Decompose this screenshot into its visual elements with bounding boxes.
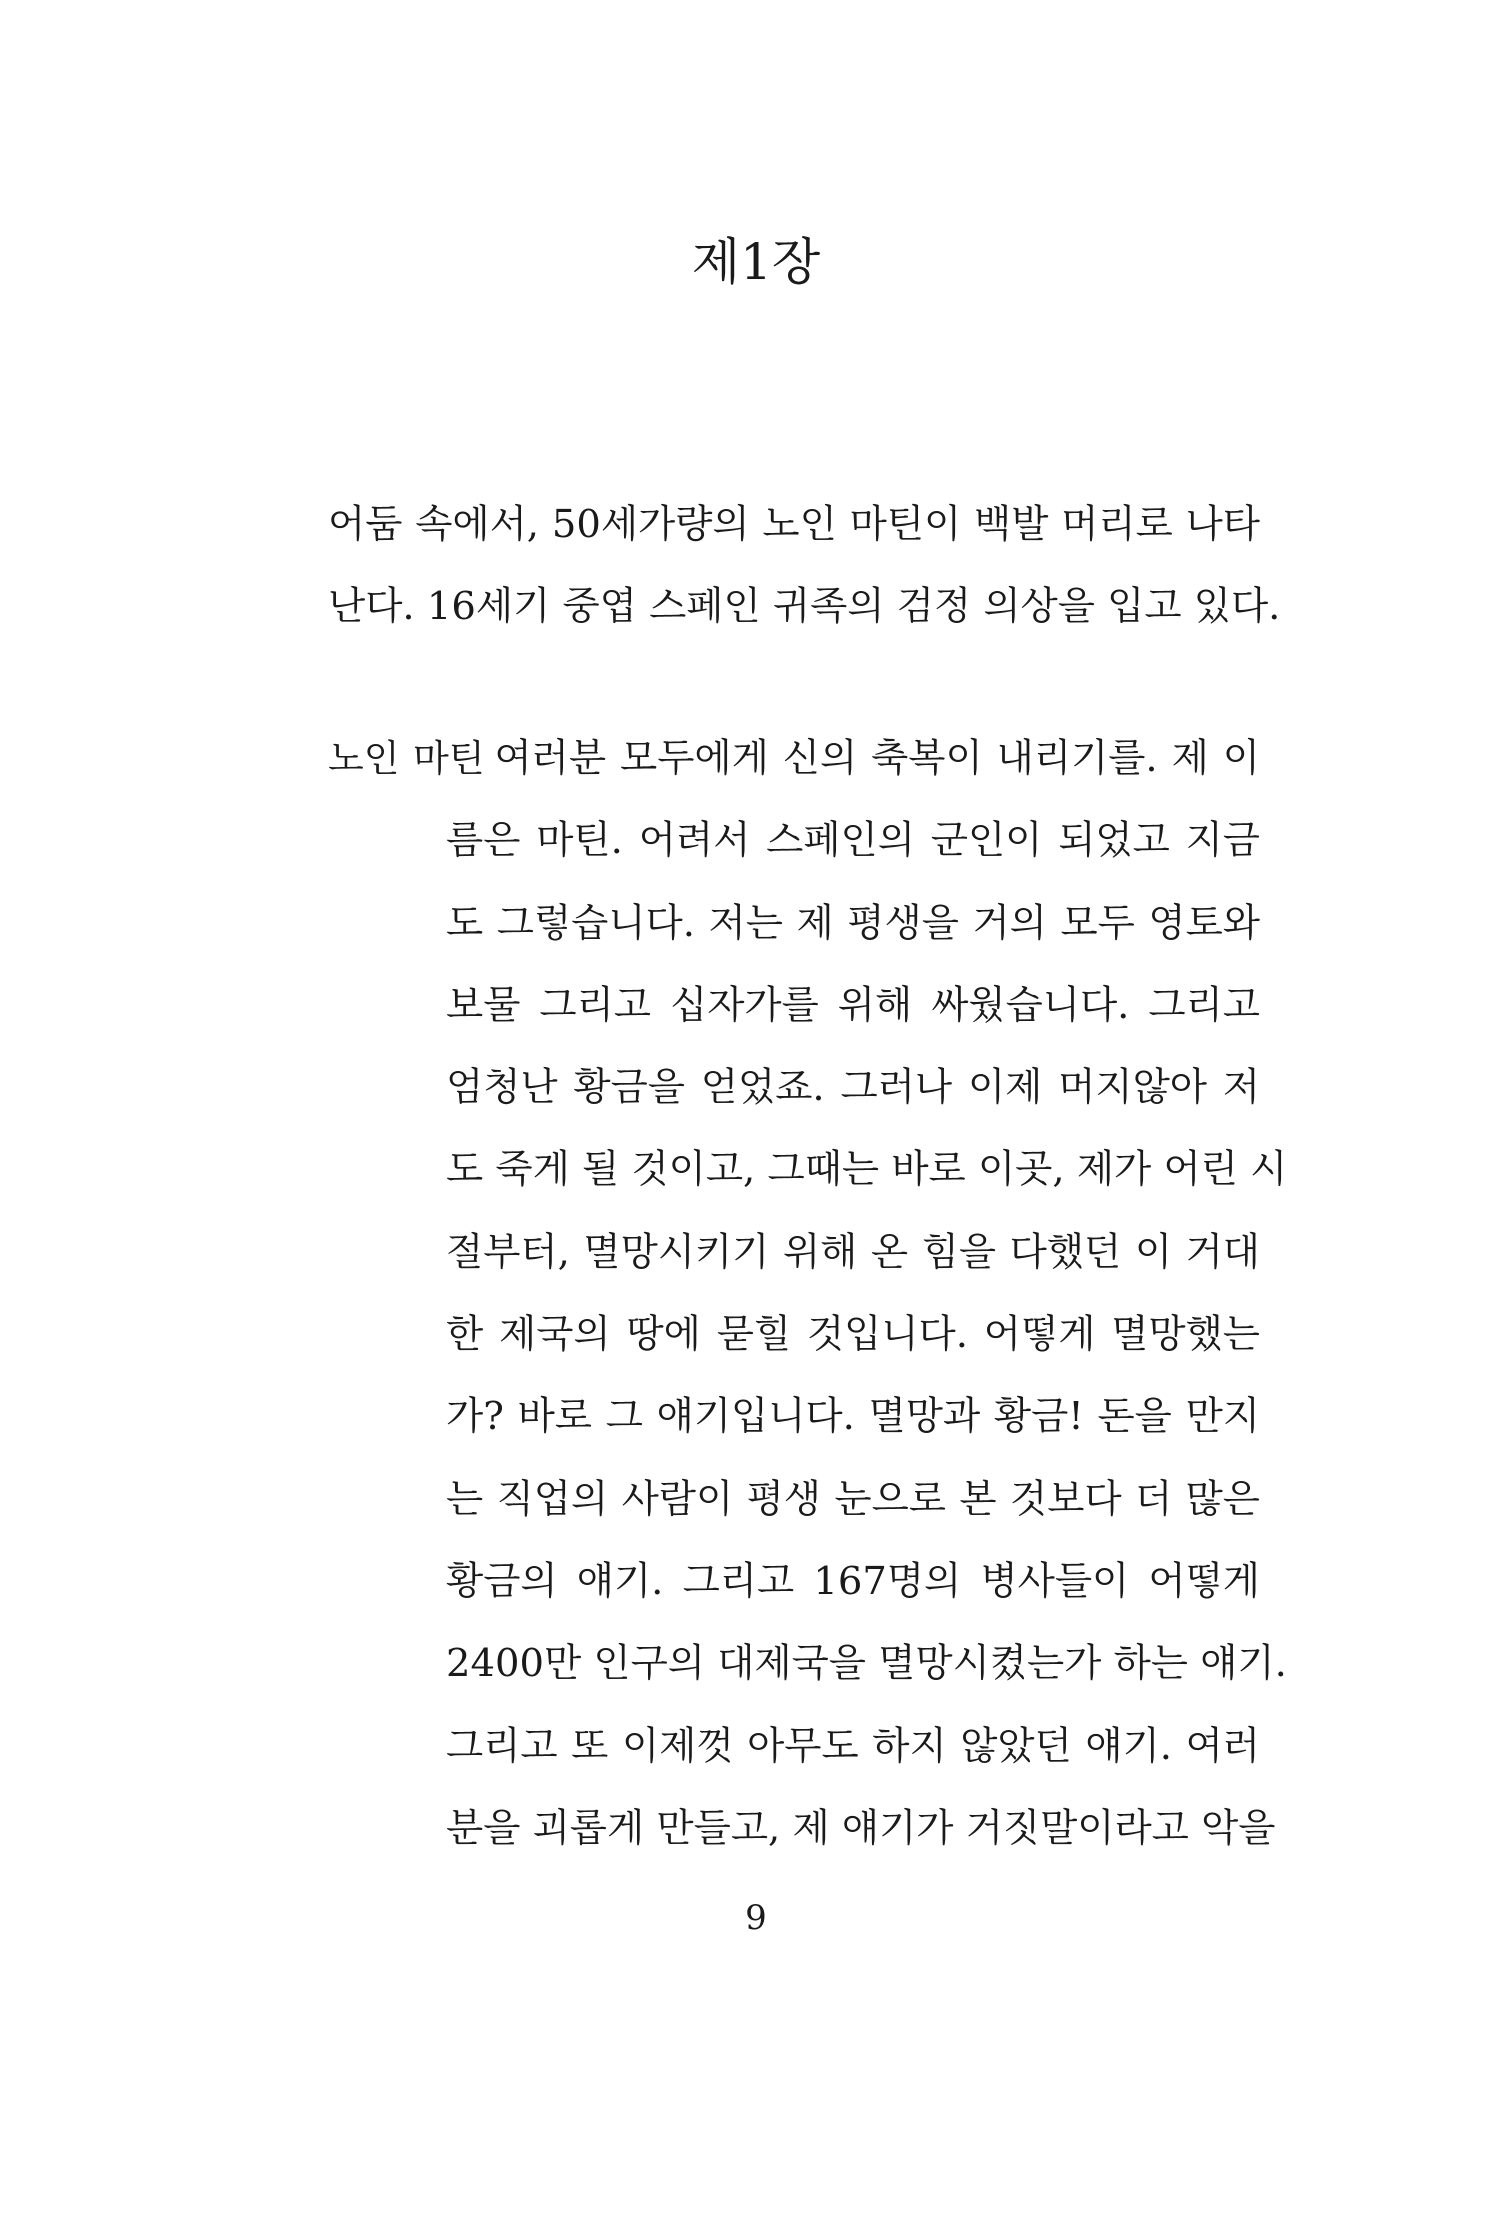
dialogue-line: 절부터, 멸망시키기 위해 온 힘을 다했던 이 거대 bbox=[446, 1229, 1260, 1275]
dialogue-line: 보물 그리고 십자가를 위해 싸웠습니다. 그리고 bbox=[446, 982, 1260, 1028]
dialogue-line: 그리고 또 이제껏 아무도 하지 않았던 얘기. 여러 bbox=[446, 1723, 1260, 1769]
stage-direction bbox=[328, 484, 1281, 648]
stage-direction-line: 어둠 속에서, 50세가량의 노인 마틴이 백발 머리로 나타 bbox=[328, 502, 1260, 547]
stage-direction-line: 난다. 16세기 중엽 스페인 귀족의 검정 의상을 입고 있다. bbox=[328, 584, 1281, 629]
dialogue-line: 름은 마틴. 어려서 스페인의 군인이 되었고 지금 bbox=[446, 818, 1260, 864]
chapter-title: 제1장 bbox=[691, 233, 821, 291]
speaker-name: 노인 마틴 bbox=[328, 737, 485, 780]
dialogue-block bbox=[328, 718, 1288, 1870]
dialogue-line: 가? 바로 그 얘기입니다. 멸망과 황금! 돈을 만지 bbox=[446, 1394, 1260, 1440]
dialogue-line: 한 제국의 땅에 묻힐 것입니다. 어떻게 멸망했는 bbox=[446, 1312, 1260, 1358]
dialogue-text: 여러분 모두에게 신의 축복이 내리기를. 제 이 bbox=[494, 736, 1260, 781]
dialogue-line: 도 그렇습니다. 저는 제 평생을 거의 모두 영토와 bbox=[446, 900, 1260, 946]
dialogue-first-line bbox=[328, 718, 1260, 800]
dialogue-line: 분을 괴롭게 만들고, 제 얘기가 거짓말이라고 악을 bbox=[446, 1805, 1276, 1851]
dialogue-line: 엄청난 황금을 얻었죠. 그러나 이제 머지않아 저 bbox=[446, 1065, 1260, 1111]
dialogue-line: 도 죽게 될 것이고, 그때는 바로 이곳, 제가 어린 시 bbox=[446, 1147, 1288, 1193]
dialogue-line: 황금의 얘기. 그리고 167명의 병사들이 어떻게 bbox=[446, 1558, 1260, 1604]
page-number: 9 bbox=[745, 1898, 767, 1938]
dialogue-line: 2400만 인구의 대제국을 멸망시켰는가 하는 얘기. bbox=[446, 1641, 1287, 1687]
dialogue-line: 는 직업의 사람이 평생 눈으로 본 것보다 더 많은 bbox=[446, 1476, 1260, 1522]
